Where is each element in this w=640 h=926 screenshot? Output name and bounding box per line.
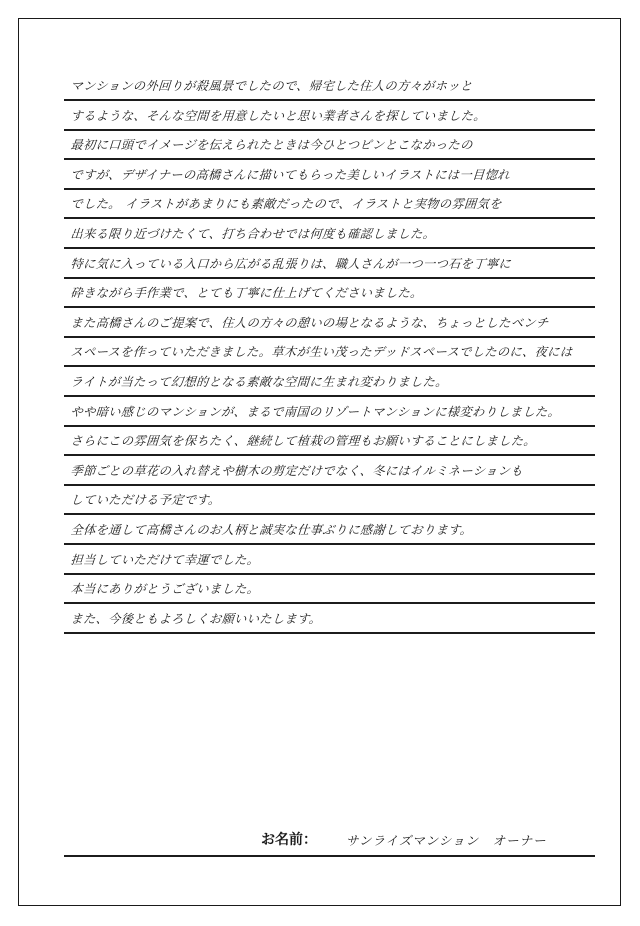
ruled-line [64,594,595,634]
handwritten-text: 砕きながら手作業で、とても丁寧に仕上げてくださいました。 [70,286,424,301]
handwritten-text: やや暗い感じのマンションが、まるで南国のリゾートマンションに様変わりしました。 [70,404,561,419]
handwritten-text: していただける予定です。 [70,493,222,508]
handwritten-text: マンションの外回りが殺風景でしたので、帰宅した住人の方々がホッと [70,79,474,93]
handwritten-text: 担当していただけて幸運でした。 [70,552,260,567]
handwritten-text: また高橋さんのご提案で、住人の方々の憩いの場となるような、ちょっとしたベンチ [70,315,550,330]
handwritten-text: また、今後ともよろしくお願いいたします。 [70,611,322,626]
handwritten-text: スペースを作っていただきました。草木が生い茂ったデッドスペースでしたのに、夜には [70,345,573,360]
handwritten-text: 最初に口頭でイメージを伝えられたときは今ひとつピンとこなかったの [70,138,474,153]
handwritten-text: でした。 イラストがあまりにも素敵だったので、イラストと実物の雰囲気を [70,197,503,212]
handwritten-text: 特に気に入っている入口から広がる乱張りは、職人さんが一つ一つ石を丁寧に [70,256,512,271]
letter-sheet [18,18,621,906]
name-value: サンライズマンション オーナー [346,833,547,848]
handwritten-text: 出来る限り近づけたくて、打ち合わせでは何度も確認しました。 [70,227,436,241]
handwritten-text: さらにこの雰囲気を保ちたく、継続して植栽の管理もお願いすることにしました。 [70,434,537,449]
signature-row [64,817,595,857]
handwritten-text: 全体を通して高橋さんのお人柄と誠実な仕事ぶりに感謝しております。 [70,523,473,537]
handwritten-text: するような、そんな空間を用意したいと思い業者さんを探していました。 [70,108,487,123]
handwritten-text: 季節ごとの草花の入れ替えや樹木の剪定だけでなく、冬にはイルミネーションも [70,463,524,478]
name-label: お名前： [261,832,317,848]
handwritten-text: ですが、デザイナーの高橋さんに描いてもらった美しいイラストには一目惚れ [70,167,511,182]
handwritten-text: 本当にありがとうございました。 [70,582,260,597]
handwritten-text: ライトが当たって幻想的となる素敵な空間に生まれ変わりました。 [70,375,449,389]
